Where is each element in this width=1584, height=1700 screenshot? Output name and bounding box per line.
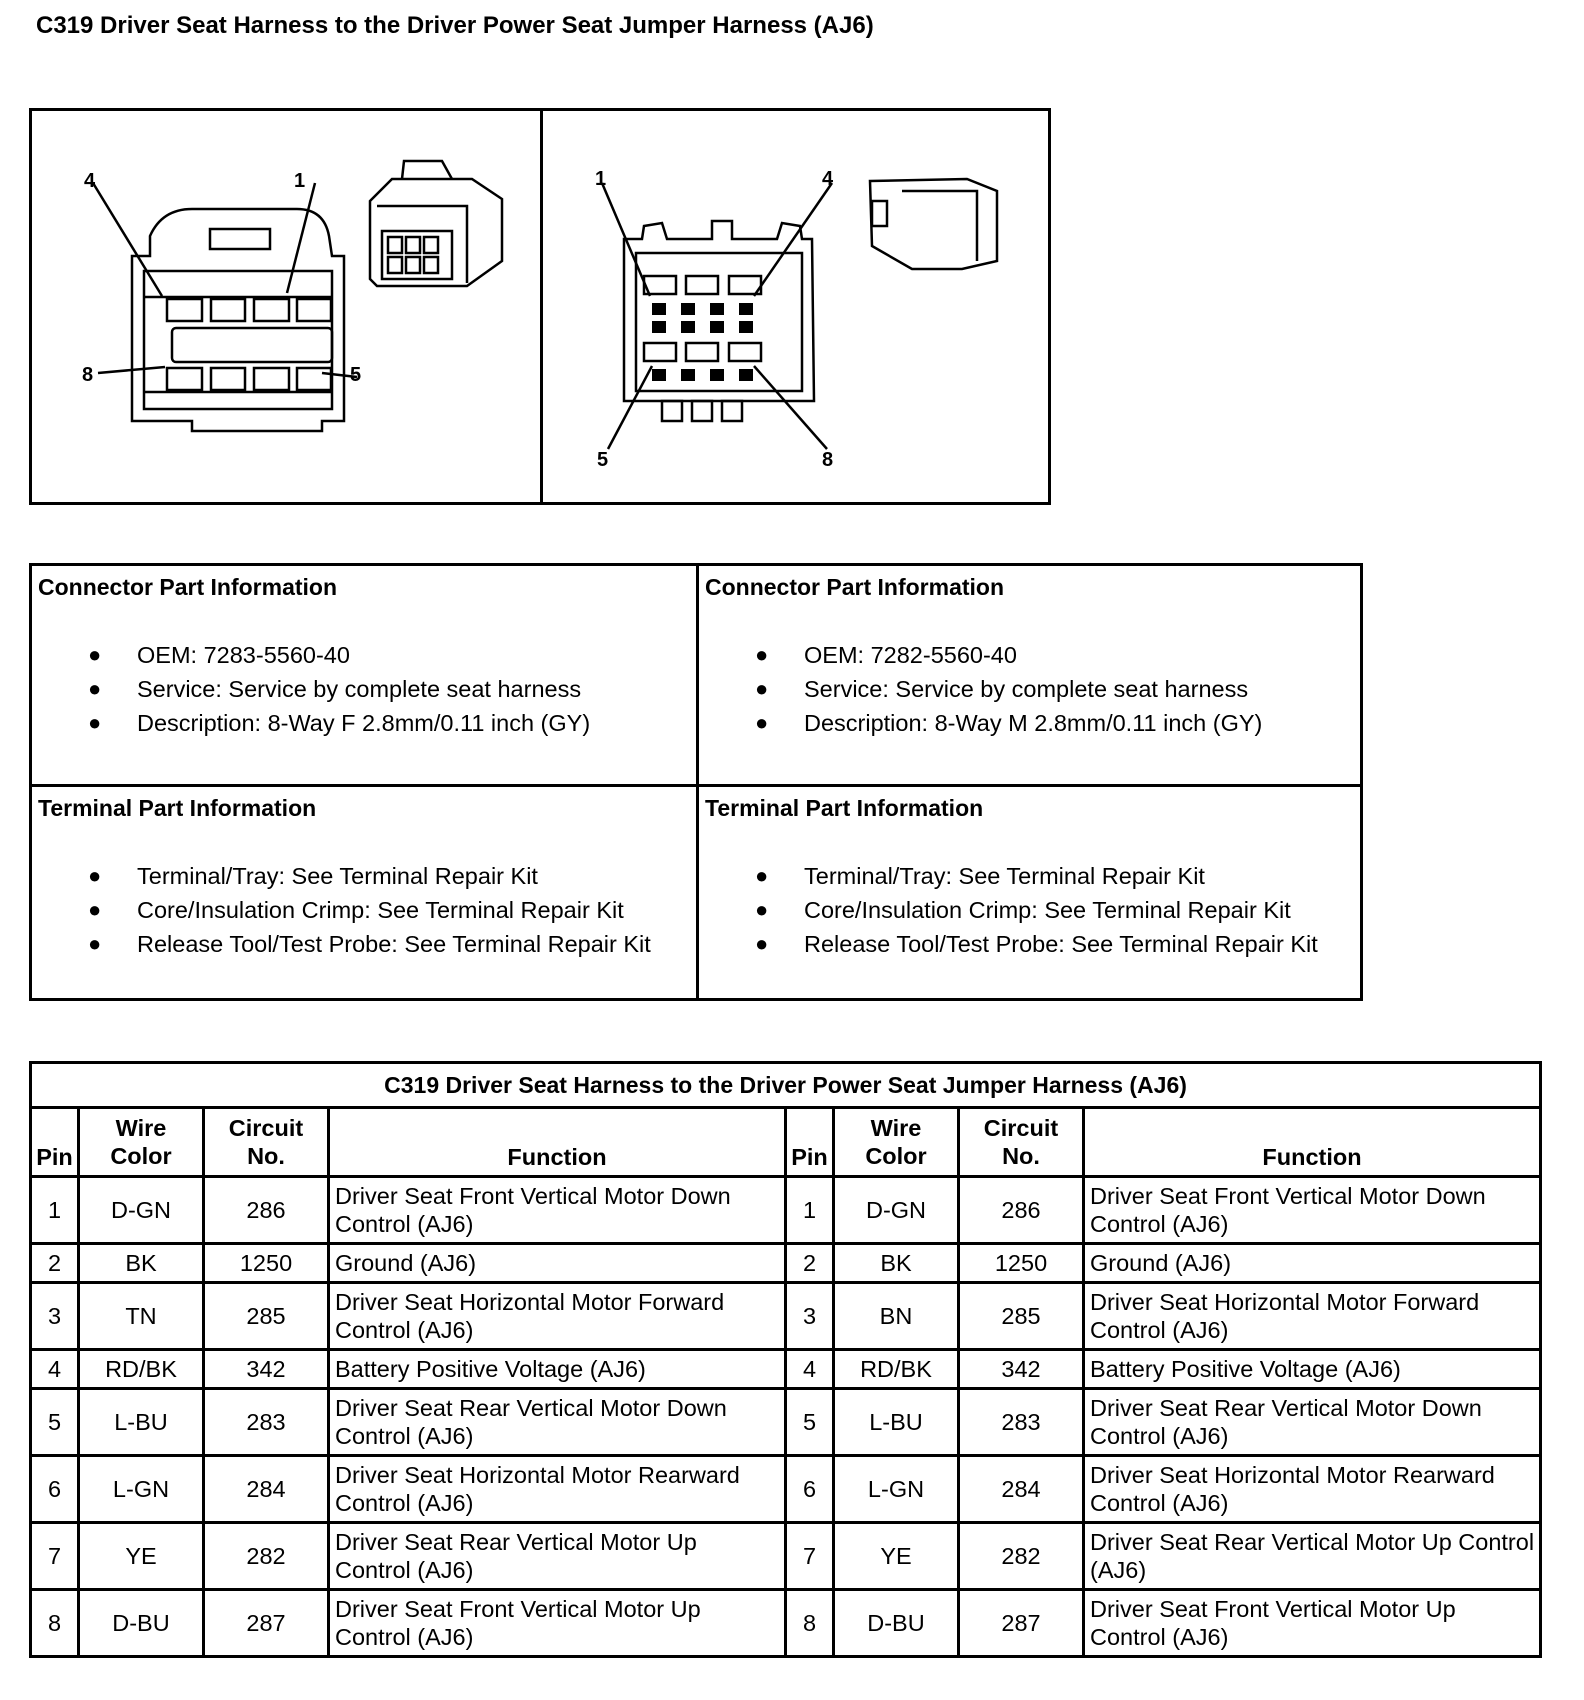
- wire-color-cell: L-BU: [834, 1389, 959, 1456]
- right-pin-label-5: 5: [597, 449, 609, 471]
- bullet-list: [32, 861, 651, 963]
- header-wire-color: Wire Color: [834, 1108, 959, 1177]
- wire-color-cell: YE: [834, 1523, 959, 1590]
- circuit-cell: 285: [959, 1283, 1084, 1350]
- circuit-cell: 285: [204, 1283, 329, 1350]
- list-item: ● Service: Service by complete seat harness: [755, 676, 1249, 702]
- wire-color-cell: L-GN: [834, 1456, 959, 1523]
- table-row: [31, 1350, 1541, 1389]
- function-cell: Driver Seat Rear Vertical Motor Down Control (AJ6): [329, 1389, 786, 1456]
- list-item: ● OEM: 7283-5560-40: [88, 642, 350, 668]
- wire-color-cell: D-GN: [834, 1177, 959, 1244]
- list-item: ● Core/Insulation Crimp: See Terminal Repair Kit: [88, 897, 624, 923]
- wire-color-cell: RD/BK: [79, 1350, 204, 1389]
- header-function: Function: [1084, 1108, 1541, 1177]
- circuit-cell: 284: [204, 1456, 329, 1523]
- page-title: C319 Driver Seat Harness to the Driver Power Seat Jumper Harness (AJ6): [36, 12, 874, 39]
- pin-cell: 2: [31, 1244, 79, 1283]
- function-cell: Driver Seat Rear Vertical Motor Up Control (AJ6): [329, 1523, 786, 1590]
- male-connector-face: [602, 183, 832, 449]
- circuit-cell: 282: [959, 1523, 1084, 1590]
- list-item: ● Description: 8-Way F 2.8mm/0.11 inch (GY): [88, 710, 591, 736]
- circuit-cell: 287: [959, 1590, 1084, 1657]
- pin-cell: 6: [786, 1456, 834, 1523]
- circuit-cell: 284: [959, 1456, 1084, 1523]
- left-pin-label-5: 5: [350, 364, 362, 386]
- wire-color-cell: D-BU: [79, 1590, 204, 1657]
- right-pin-label-8: 8: [822, 449, 834, 471]
- list-item: ● Description: 8-Way M 2.8mm/0.11 inch (GY): [755, 710, 1263, 736]
- right-connector-info: [699, 566, 1359, 784]
- pin-cell: 8: [786, 1590, 834, 1657]
- wire-color-cell: RD/BK: [834, 1350, 959, 1389]
- table-row: [31, 1283, 1541, 1350]
- pinout-table: [29, 1061, 1542, 1658]
- pin-cell: 3: [786, 1283, 834, 1350]
- female-connector-face: [93, 183, 357, 431]
- male-connector-iso-view: [870, 179, 997, 269]
- function-cell: Driver Seat Rear Vertical Motor Up Control (AJ6): [1084, 1523, 1541, 1590]
- section-heading: Connector Part Information: [38, 574, 338, 600]
- pin-cell: 1: [786, 1177, 834, 1244]
- function-cell: Driver Seat Horizontal Motor Forward Control (AJ6): [1084, 1283, 1541, 1350]
- function-cell: Driver Seat Front Vertical Motor Up Control (AJ6): [1084, 1590, 1541, 1657]
- pin-cell: 1: [31, 1177, 79, 1244]
- table-row: [31, 1177, 1541, 1244]
- wire-color-cell: BN: [834, 1283, 959, 1350]
- left-connector-info: [32, 566, 692, 784]
- wire-color-cell: D-BU: [834, 1590, 959, 1657]
- bullet-list: [699, 640, 1262, 742]
- header-circuit-no: Circuit No.: [959, 1108, 1084, 1177]
- wire-color-cell: L-GN: [79, 1456, 204, 1523]
- pin-cell: 8: [31, 1590, 79, 1657]
- circuit-cell: 283: [204, 1389, 329, 1456]
- section-heading: Terminal Part Information: [705, 795, 984, 821]
- circuit-cell: 1250: [204, 1244, 329, 1283]
- function-cell: Driver Seat Front Vertical Motor Down Control (AJ6): [329, 1177, 786, 1244]
- function-cell: Driver Seat Horizontal Motor Rearward Control (AJ6): [329, 1456, 786, 1523]
- bullet-list: [32, 640, 590, 742]
- left-pin-label-4: 4: [84, 170, 96, 192]
- wire-color-cell: YE: [79, 1523, 204, 1590]
- function-cell: Battery Positive Voltage (AJ6): [329, 1350, 786, 1389]
- table-row: [31, 1244, 1541, 1283]
- circuit-cell: 287: [204, 1590, 329, 1657]
- circuit-cell: 286: [204, 1177, 329, 1244]
- bullet-list: [699, 861, 1318, 963]
- table-row: [31, 1590, 1541, 1657]
- wire-color-cell: L-BU: [79, 1389, 204, 1456]
- left-terminal-info: [32, 787, 692, 999]
- function-cell: Driver Seat Front Vertical Motor Down Control (AJ6): [1084, 1177, 1541, 1244]
- section-heading: Terminal Part Information: [38, 795, 317, 821]
- circuit-cell: 282: [204, 1523, 329, 1590]
- pin-cell: 4: [31, 1350, 79, 1389]
- pin-cell: 2: [786, 1244, 834, 1283]
- female-connector-iso-view: [370, 161, 502, 286]
- table-title: C319 Driver Seat Harness to the Driver Power Seat Jumper Harness (AJ6): [31, 1063, 1541, 1108]
- list-item: ● Release Tool/Test Probe: See Terminal Repair Kit: [88, 931, 651, 957]
- header-pin: Pin: [31, 1108, 79, 1177]
- pin-cell: 5: [786, 1389, 834, 1456]
- function-cell: Driver Seat Rear Vertical Motor Down Control (AJ6): [1084, 1389, 1541, 1456]
- pin-cell: 3: [31, 1283, 79, 1350]
- function-cell: Battery Positive Voltage (AJ6): [1084, 1350, 1541, 1389]
- pin-cell: 7: [786, 1523, 834, 1590]
- header-function: Function: [329, 1108, 786, 1177]
- wire-color-cell: BK: [834, 1244, 959, 1283]
- function-cell: Ground (AJ6): [1084, 1244, 1541, 1283]
- function-cell: Driver Seat Horizontal Motor Rearward Control (AJ6): [1084, 1456, 1541, 1523]
- circuit-cell: 286: [959, 1177, 1084, 1244]
- right-pin-label-1: 1: [595, 168, 607, 190]
- function-cell: Driver Seat Horizontal Motor Forward Control (AJ6): [329, 1283, 786, 1350]
- pin-cell: 7: [31, 1523, 79, 1590]
- part-information-grid: [29, 563, 1363, 1001]
- list-item: ● Terminal/Tray: See Terminal Repair Kit: [755, 863, 1205, 889]
- list-item: ● Terminal/Tray: See Terminal Repair Kit: [88, 863, 538, 889]
- pin-cell: 5: [31, 1389, 79, 1456]
- wire-color-cell: D-GN: [79, 1177, 204, 1244]
- function-cell: Driver Seat Front Vertical Motor Up Control (AJ6): [329, 1590, 786, 1657]
- list-item: ● Service: Service by complete seat harness: [88, 676, 582, 702]
- circuit-cell: 342: [959, 1350, 1084, 1389]
- section-heading: Connector Part Information: [705, 574, 1005, 600]
- wire-color-cell: TN: [79, 1283, 204, 1350]
- function-cell: Ground (AJ6): [329, 1244, 786, 1283]
- right-pin-label-4: 4: [822, 168, 834, 190]
- circuit-cell: 1250: [959, 1244, 1084, 1283]
- wire-color-cell: BK: [79, 1244, 204, 1283]
- header-circuit-no: Circuit No.: [204, 1108, 329, 1177]
- table-row: [31, 1456, 1541, 1523]
- left-pin-label-8: 8: [82, 364, 94, 386]
- pin-cell: 4: [786, 1350, 834, 1389]
- header-pin: Pin: [786, 1108, 834, 1177]
- circuit-cell: 283: [959, 1389, 1084, 1456]
- list-item: ● Core/Insulation Crimp: See Terminal Repair Kit: [755, 897, 1291, 923]
- connector-diagram-panel: [29, 108, 1051, 505]
- table-row: [31, 1389, 1541, 1456]
- connector-diagram: [32, 111, 1048, 502]
- right-terminal-info: [699, 787, 1359, 999]
- pin-cell: 6: [31, 1456, 79, 1523]
- table-row: [31, 1523, 1541, 1590]
- left-pin-label-1: 1: [294, 170, 306, 192]
- header-wire-color: Wire Color: [79, 1108, 204, 1177]
- circuit-cell: 342: [204, 1350, 329, 1389]
- list-item: ● Release Tool/Test Probe: See Terminal Repair Kit: [755, 931, 1318, 957]
- list-item: ● OEM: 7282-5560-40: [755, 642, 1017, 668]
